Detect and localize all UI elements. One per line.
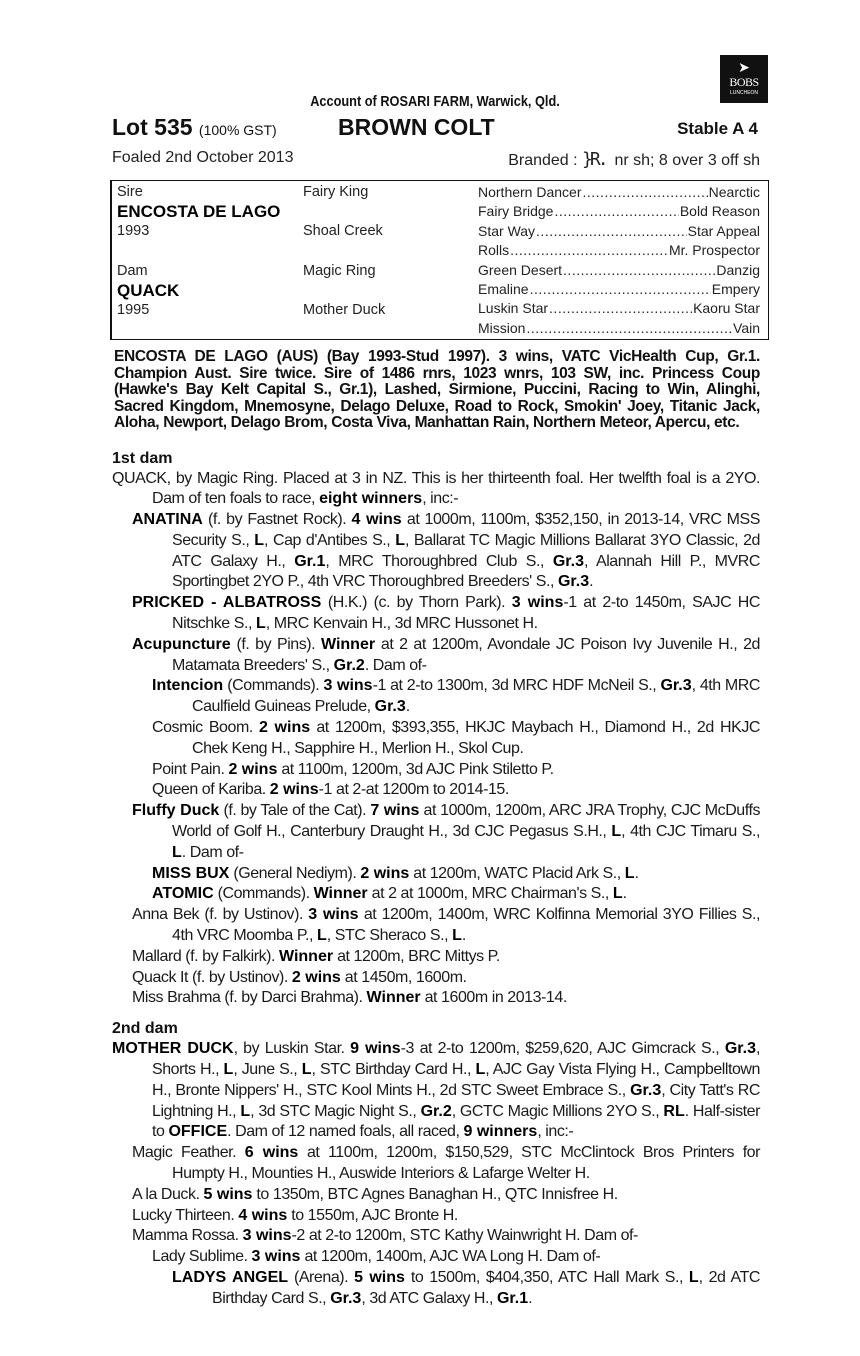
text: . — [528, 1289, 533, 1307]
text: at 1200m, BRC Mittys P. — [333, 947, 500, 965]
logo-text: BOBS — [729, 75, 759, 89]
text: (Commands). — [213, 885, 314, 903]
bold-text: eight winners — [319, 490, 423, 508]
ancestor-name: Emaline — [478, 281, 529, 297]
dam-summary — [112, 1039, 760, 1143]
bold-text: 3 wins — [251, 1248, 301, 1266]
text: (Arena). — [288, 1268, 355, 1286]
bold-text: Gr.1 — [294, 552, 326, 570]
pedigree-ancestor-row — [478, 183, 760, 203]
bold-text: 3 wins — [511, 594, 564, 612]
dam-summary — [112, 469, 760, 511]
text: at 1200m, $393,355, HKJC Maybach H., Diamond H., 2d HKJC Chek Keng H., Sapphire H., Merlion H., Skol Cup. — [192, 719, 760, 757]
text: . Dam of- — [364, 656, 427, 674]
progeny-entry — [112, 988, 760, 1009]
bold-text: L — [395, 531, 406, 549]
text: , City Tatt's RC Lightning H., — [152, 1081, 760, 1120]
text: (f. by Pins). — [230, 635, 321, 653]
text: to 1550m, AJC Bronte H. — [287, 1206, 458, 1224]
text: , 3d STC Magic Night S., — [250, 1102, 421, 1120]
text: Mallard (f. by Falkirk). — [132, 947, 279, 965]
bold-text: L — [452, 927, 462, 945]
ancestor-name: Rolls — [478, 242, 510, 259]
text: at 1200m, WATC Placid Ark S., — [409, 864, 625, 882]
sire-dam: Shoal Creek — [303, 223, 383, 239]
bold-text: Gr.3 — [630, 1081, 662, 1099]
text: , Cap d'Antibes S., — [264, 531, 396, 549]
vendor-account: Account of ROSARI FARM, Warwick, Qld. — [310, 93, 560, 110]
bold-text: L — [255, 615, 266, 633]
text: A la Duck. — [132, 1185, 204, 1203]
text: at 1100m, 1200m, $150,529, STC McClintock Bros Printers for Humpty H., Mounties H., Auswide Interiors & Lafarge Welter H. — [172, 1144, 761, 1182]
text: , Alannah Hill P., MVRC Sportingbet 2YO P., 4th VRC Thoroughbred Breeders' S., — [172, 552, 760, 591]
dot-leader — [583, 183, 708, 203]
sire-label: Sire — [117, 184, 143, 200]
bold-text: Gr.1 — [496, 1289, 529, 1307]
text: , inc:- — [422, 490, 459, 508]
dot-leader — [530, 280, 711, 300]
dam-dam: Mother Duck — [303, 302, 386, 318]
progeny-entry — [112, 510, 760, 593]
progeny-entry — [112, 760, 760, 781]
progeny-entry — [112, 1226, 760, 1247]
bold-text: 9 wins — [350, 1040, 401, 1058]
bold-text: 2 wins — [291, 968, 341, 986]
text: Miss Brahma (f. by Darci Brahma). — [132, 989, 367, 1007]
text: Cosmic Boom. — [152, 719, 260, 737]
bold-text: L — [611, 823, 622, 841]
text: -1 at 2-at 1200m to 2014-15. — [318, 781, 509, 799]
text: at 1600m in 2013-14. — [420, 989, 567, 1007]
bold-text: L — [223, 1061, 234, 1079]
sire-description: ENCOSTA DE LAGO (AUS) (Bay 1993-Stud 1997). 3 wins, VATC VicHealth Cup, Gr.1. Champion Aust. Sire twice. Sire of 1486 rnrs, 1023 wnrs, 103 SW, inc. Princess Coup (Hawke's Bay Kelt Capital S., Gr.1), Lashed, Sirmione, Puccini, Racing to Win, Alinghi, Sacred Kingdom, Mnemosyne, Delago Deluxe, Road to Rock, Smokin' Joey, Titanic Jack, Aloha, Newport, Delago Brom, Costa Viva, Manhattan Rain, Northern Meteor, Apercu, etc. — [114, 348, 760, 431]
pedigree-ancestor-row — [478, 222, 760, 242]
bold-text: 4 wins — [351, 511, 402, 529]
text: , MRC Kenvain H., 3d MRC Hussonet H. — [265, 615, 538, 633]
ancestor-name: Luskin Star — [478, 300, 549, 317]
text: , June S., — [233, 1061, 302, 1079]
text: , AJC Gay Vista Flying H., Campbelltown H., Bronte Nippers' H., STC Kool Mints H., 2d STC Sweet Embrace S., — [152, 1061, 760, 1099]
dam-label: Dam — [117, 263, 148, 279]
bold-text: 2 wins — [360, 864, 410, 882]
text: QUACK, by Magic Ring. Placed at 3 in NZ. This is her thirteenth foal. Her twelfth foal is a 2YO. Dam of ten foals to race, — [112, 469, 760, 508]
dot-leader — [563, 261, 715, 281]
text: -1 at 2-to 1300m, 3d MRC HDF McNeil S., — [372, 677, 661, 695]
text: . — [589, 573, 594, 591]
text: . Half-sister to — [152, 1102, 760, 1141]
text: , 2d ATC Birthday Card S., — [212, 1268, 760, 1307]
bold-text: L — [172, 843, 182, 861]
dam-sire: Magic Ring — [303, 263, 376, 279]
progeny-entry — [112, 718, 760, 760]
ancestor-name: Northern Dancer — [478, 184, 582, 200]
text: , STC Birthday Card H., — [311, 1061, 476, 1079]
text: . Dam of 12 named foals, all raced, — [227, 1123, 464, 1141]
bold-text: RL — [663, 1102, 685, 1120]
text: Anna Bek (f. by Ustinov). — [132, 906, 309, 924]
stable-location: Stable A 4 — [677, 119, 758, 138]
pedigree-notes — [112, 349, 760, 1310]
pedigree-ancestor-row — [478, 202, 760, 222]
text: at 1000m, 1200m, ARC JRA Trophy, CJC McDuffs World of Golf H., Canterbury Draught H., 3d CJC Pegasus S.H., — [172, 802, 761, 841]
bold-text: PRICKED - ALBATROSS — [132, 594, 322, 612]
text: at 1200m, 1400m, AJC WA Long H. Dam of- — [300, 1248, 601, 1266]
bold-text: Gr.3 — [724, 1040, 756, 1058]
pedigree-ancestor-row — [478, 299, 760, 319]
bold-text: L — [240, 1102, 251, 1120]
logo-subtext: LUNCHEON — [729, 90, 759, 96]
progeny-entry — [112, 801, 760, 863]
text: Quack It (f. by Ustinov). — [132, 968, 292, 986]
text: -2 at 2-to 1200m, STC Kathy Wainwright H. Dam of- — [291, 1227, 638, 1245]
progeny-entry — [112, 780, 760, 801]
bold-text: Gr.3 — [552, 552, 584, 570]
ancestor-sire: Nearctic — [708, 184, 760, 200]
sire-sire: Fairy King — [303, 184, 369, 200]
pedigree-ancestor-row — [478, 319, 760, 339]
text: Queen of Kariba. — [152, 781, 270, 799]
dam-section — [112, 1039, 760, 1309]
dam-year: 1995 — [117, 302, 150, 318]
ancestor-sire: Kaoru Star — [693, 300, 760, 317]
bold-text: MOTHER DUCK — [112, 1040, 234, 1058]
bold-text: 5 wins — [354, 1268, 405, 1286]
bold-text: 9 winners — [463, 1123, 538, 1141]
progeny-entry — [112, 676, 760, 718]
bold-text: Winner — [313, 885, 368, 903]
gst-note: (100% GST) — [198, 122, 277, 138]
bold-text: 4 wins — [238, 1206, 288, 1224]
lot-number — [112, 114, 277, 141]
ancestor-name: Star Way — [478, 222, 536, 239]
ancestor-name: Mission — [478, 319, 526, 336]
bold-text: Acupuncture — [132, 635, 231, 653]
bold-text: Intencion — [152, 677, 224, 695]
bold-text: Gr.2 — [420, 1102, 452, 1120]
dot-leader — [554, 202, 678, 222]
bold-text: MISS BUX — [152, 864, 230, 882]
dam-heading: 1st dam — [112, 449, 173, 467]
progeny-entry — [112, 1185, 760, 1206]
bold-text: Fluffy Duck — [132, 802, 220, 820]
progeny-entry — [112, 1143, 760, 1185]
text: . — [461, 927, 466, 945]
progeny-entry — [112, 905, 760, 947]
bold-text: ATOMIC — [152, 885, 214, 903]
sire-name: ENCOSTA DE LAGO — [117, 202, 281, 221]
lot-header — [112, 114, 760, 142]
progeny-entry — [112, 864, 760, 885]
text: Lucky Thirteen. — [132, 1206, 239, 1224]
bold-text: Winner — [320, 635, 376, 653]
text: (General Nediym). — [229, 864, 361, 882]
text: at 2 at 1200m, Avondale JC Poison Ivy Juvenile H., 2d Matamata Breeders' S., — [172, 635, 760, 674]
text: at 1200m, 1400m, WRC Kolfinna Memorial 3YO Fillies S., 4th VRC Moomba P., — [172, 906, 760, 945]
pedigree-ancestor-row — [478, 261, 760, 281]
text: to 1350m, BTC Agnes Banaghan H., QTC Innisfree H. — [252, 1185, 618, 1203]
dot-leader — [549, 299, 692, 319]
bold-text: OFFICE — [168, 1123, 228, 1141]
text: . — [634, 864, 639, 882]
text: (H.K.) (c. by Thorn Park). — [321, 594, 512, 612]
text: , Ballarat TC Magic Millions Ballarat 3YO Classic, 2d ATC Galaxy H., — [172, 531, 760, 570]
ancestor-sire: Mr. Prospector — [668, 242, 760, 259]
text: , by Luskin Star. — [233, 1040, 351, 1058]
pedigree-ancestor-row — [478, 280, 760, 300]
text: . — [405, 698, 410, 716]
ancestor-sire: Star Appeal — [687, 222, 760, 239]
text: , GCTC Magic Millions 2YO S., — [451, 1102, 664, 1120]
text: (f. by Tale of the Cat). — [219, 802, 371, 820]
brand-detail: nr sh; 8 over 3 off sh — [614, 152, 760, 169]
bold-text: Winner — [279, 947, 334, 965]
progeny-entry — [112, 635, 760, 677]
text: . Dam of- — [181, 843, 244, 861]
text: Magic Feather. — [132, 1144, 245, 1162]
brand-mark: }R. — [582, 149, 606, 170]
bold-text: 7 wins — [370, 802, 420, 820]
progeny-entry — [112, 1206, 760, 1227]
text: at 2 at 1000m, MRC Chairman's S., — [367, 885, 613, 903]
progeny-entry — [112, 947, 760, 968]
text: to 1500m, $404,350, ATC Hall Mark S., — [404, 1268, 689, 1286]
bold-text: Gr.3 — [660, 677, 692, 695]
progeny-entry — [112, 1268, 760, 1310]
text: -3 at 2-to 1200m, $259,620, AJC Gimcrack S., — [400, 1040, 725, 1058]
text: , MRC Thoroughbred Club S., — [325, 552, 553, 570]
bold-text: Gr.3 — [557, 573, 590, 591]
text: -1 at 2-to 1450m, SAJC HC Nitschke S., — [172, 594, 761, 633]
text: , 4th CJC Timaru S., — [621, 823, 760, 841]
ancestor-name: Fairy Bridge — [478, 203, 554, 220]
bold-text: L — [612, 885, 623, 903]
bold-text: 2 wins — [259, 719, 311, 737]
ancestor-name: Green Desert — [478, 261, 563, 278]
bold-text: 6 wins — [244, 1144, 299, 1162]
bold-text: L — [317, 927, 327, 945]
ancestor-sire: Bold Reason — [679, 203, 760, 220]
dot-leader — [526, 319, 732, 339]
lot-label: Lot 535 — [112, 114, 193, 140]
progeny-entry — [112, 593, 760, 635]
bold-text: 2 wins — [269, 781, 319, 799]
bold-text: 3 wins — [242, 1227, 292, 1245]
dam-section — [112, 469, 760, 1010]
dam-name: QUACK — [117, 281, 180, 300]
dam-heading: 2nd dam — [112, 1020, 178, 1038]
text: Lady Sublime. — [152, 1248, 252, 1266]
pedigree-table — [110, 180, 769, 340]
text: , inc:- — [537, 1123, 574, 1141]
text: at 1000m, 1100m, $352,150, in 2013-14, VRC MSS Security S., — [172, 511, 760, 549]
bold-text: 2 wins — [228, 760, 278, 778]
text: at 1450m, 1600m. — [340, 968, 467, 986]
text: (Commands). — [223, 677, 324, 695]
text: , 3d ATC Galaxy H., — [361, 1289, 497, 1307]
dot-leader — [536, 222, 687, 242]
bold-text: Gr.3 — [330, 1289, 362, 1307]
bold-text: Winner — [366, 989, 421, 1007]
text: . — [622, 885, 627, 903]
bold-text: L — [624, 864, 635, 882]
bold-text: 3 wins — [308, 906, 359, 924]
progeny-entry — [112, 968, 760, 989]
progeny-entry — [112, 884, 760, 905]
dot-leader — [510, 241, 668, 261]
text: , STC Sheraco S., — [326, 927, 453, 945]
text: Point Pain. — [152, 760, 229, 778]
bold-text: Gr.3 — [374, 698, 406, 716]
progeny-entry — [112, 1247, 760, 1268]
bold-text: Gr.2 — [333, 656, 365, 674]
ancestor-sire: Vain — [733, 319, 760, 336]
bold-text: 5 wins — [203, 1185, 253, 1203]
sire-year: 1993 — [117, 223, 150, 239]
bold-text: L — [301, 1061, 312, 1079]
bold-text: ANATINA — [132, 511, 203, 529]
ancestor-sire: Empery — [711, 281, 760, 297]
branded-label: Branded : — [508, 152, 578, 169]
bold-text: L — [475, 1061, 486, 1079]
ancestor-sire: Danzig — [716, 261, 760, 278]
foaled-date: Foaled 2nd October 2013 — [112, 149, 294, 166]
text: (f. by Fastnet Rock). — [202, 511, 352, 529]
pedigree-ancestor-row — [478, 241, 760, 261]
brand-info — [468, 149, 760, 170]
bold-text: L — [254, 531, 265, 549]
text: at 1100m, 1200m, 3d AJC Pink Stiletto P. — [277, 760, 554, 778]
text: , 4th MRC Caulfield Guineas Prelude, — [192, 677, 760, 716]
horse-description: BROWN COLT — [338, 114, 495, 140]
bird-icon: ➤ — [738, 59, 750, 75]
text: Mamma Rossa. — [132, 1227, 243, 1245]
text: , Shorts H., — [152, 1040, 760, 1079]
bold-text: 3 wins — [323, 677, 373, 695]
bold-text: LADYS ANGEL — [172, 1268, 289, 1286]
bold-text: L — [688, 1268, 699, 1286]
